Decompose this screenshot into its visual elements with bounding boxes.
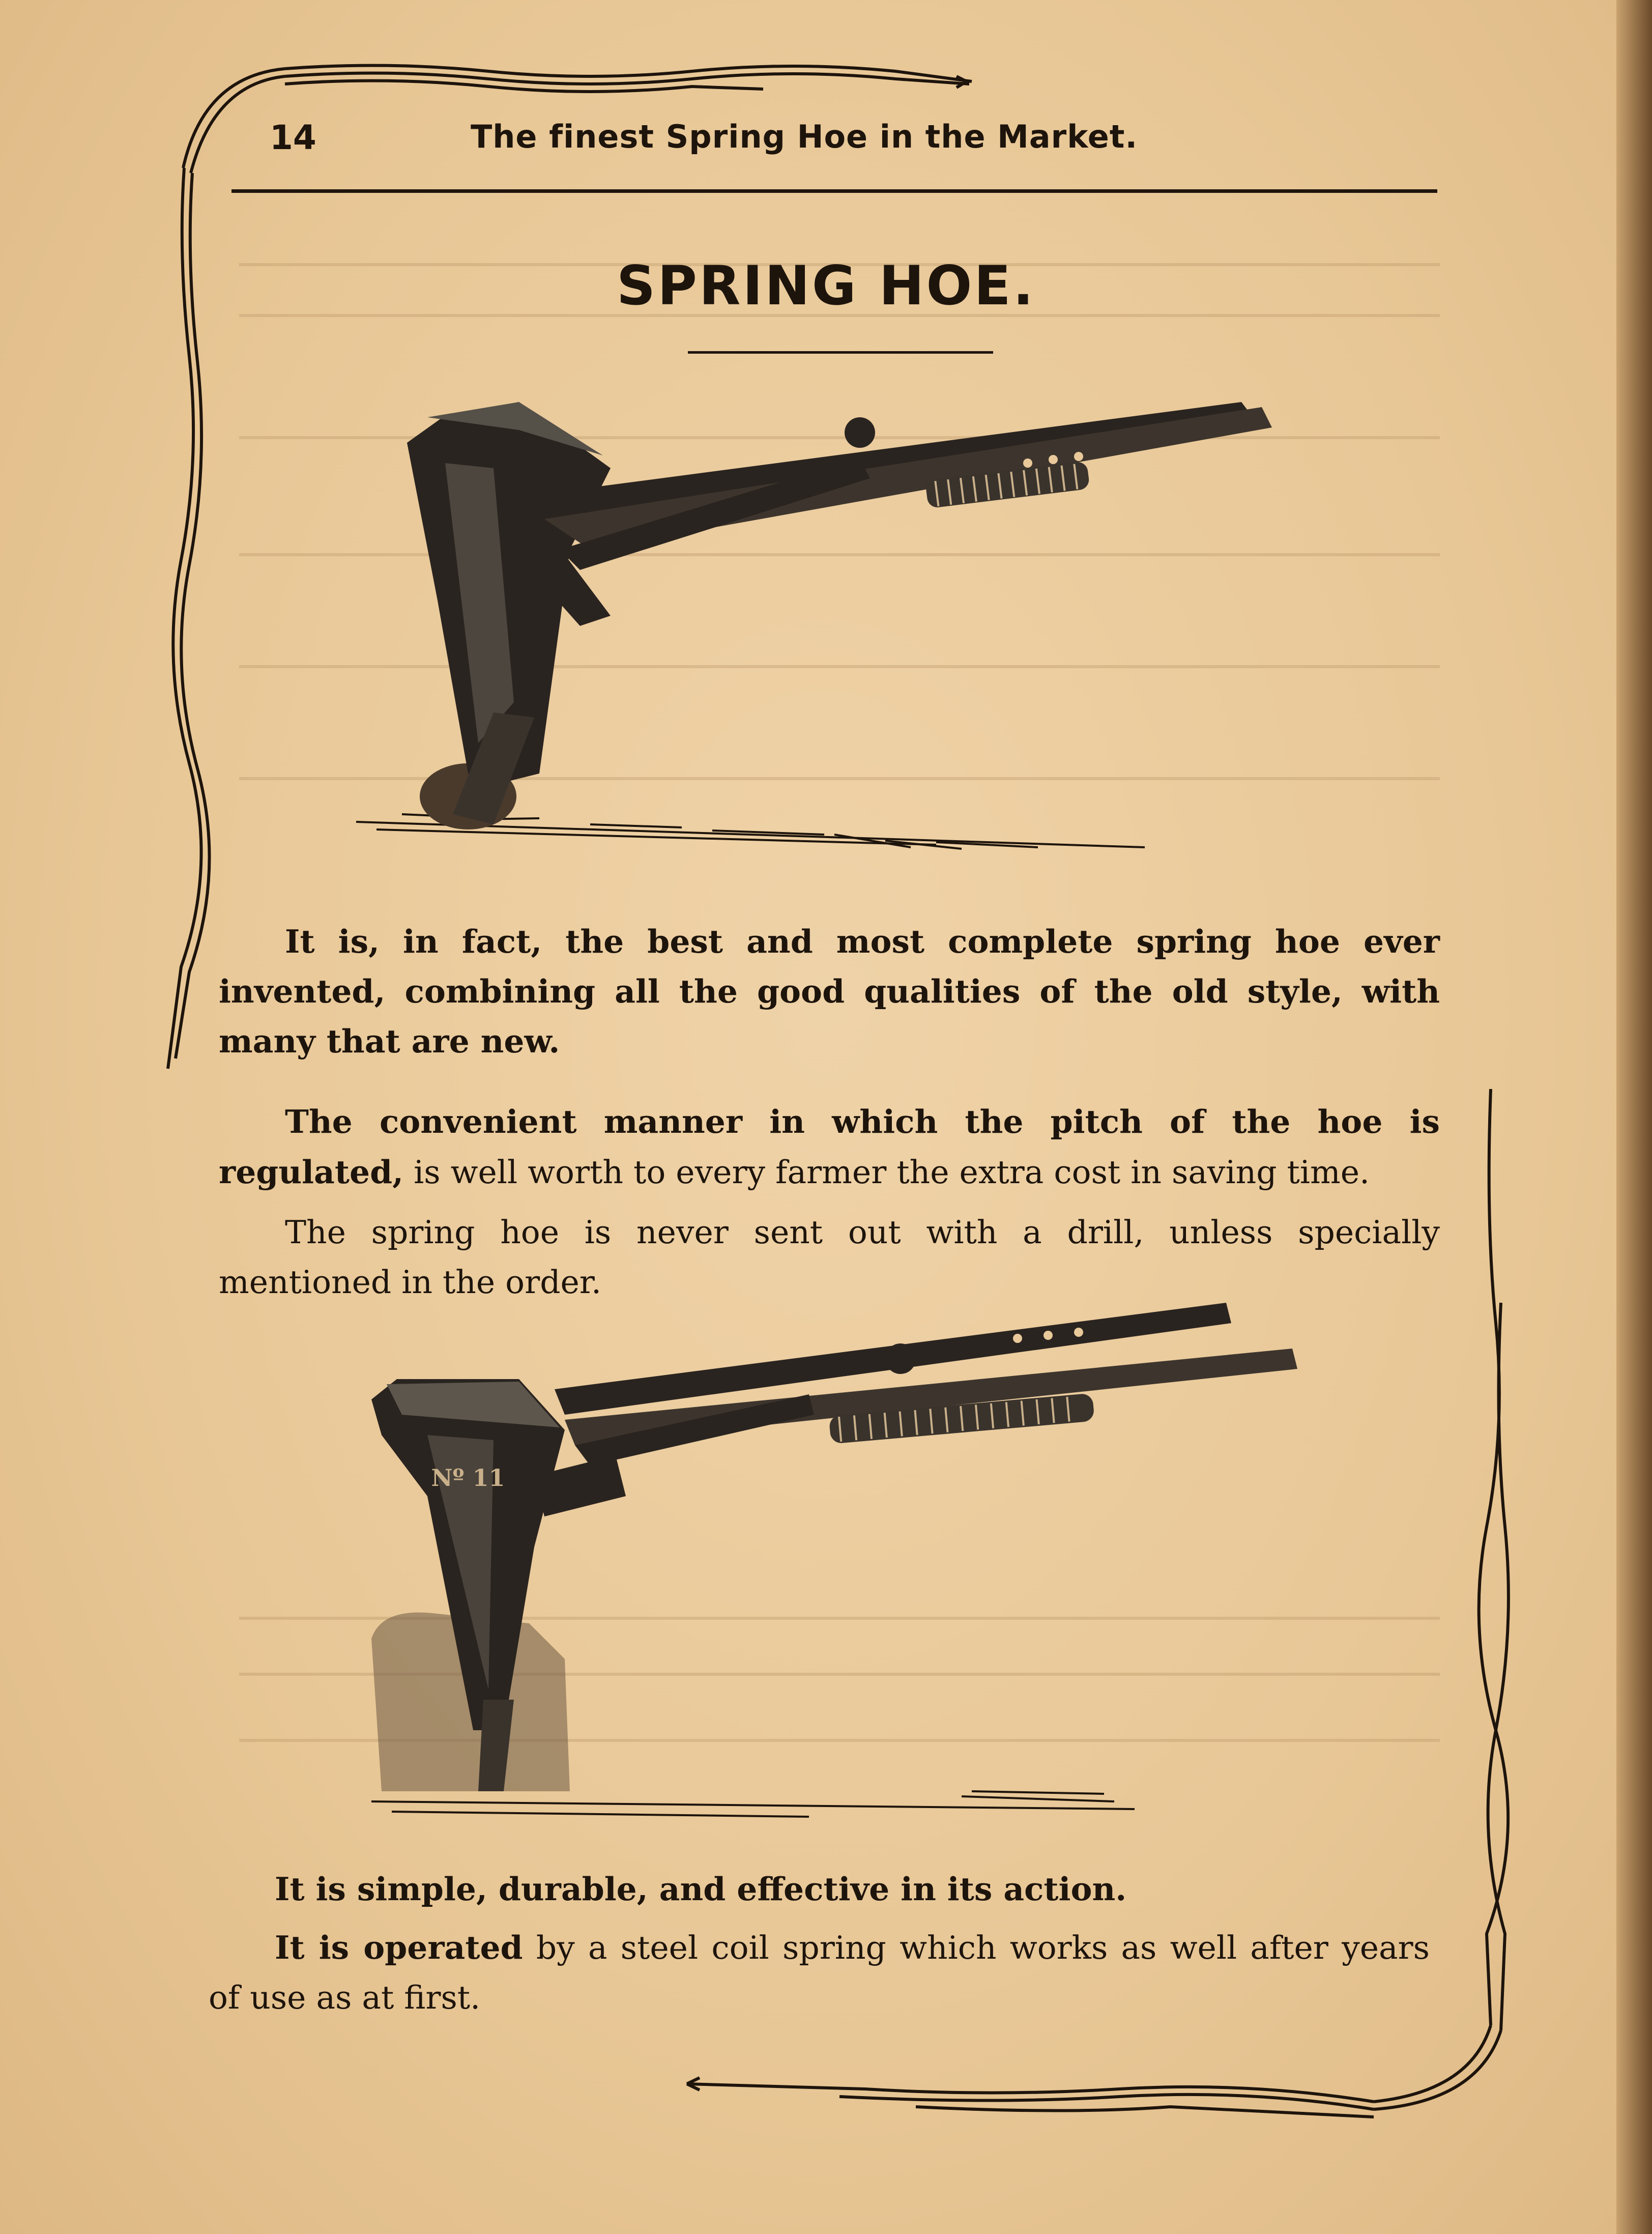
pitch-lead-text: The convenient manner in which the pitch of the hoe is regulated, xyxy=(219,1103,1440,1191)
title-rule xyxy=(688,351,993,354)
paragraph-simple-durable: It is simple, durable, and effective in its action. xyxy=(275,1870,1127,1908)
spring-hoe-illustration-bottom xyxy=(351,1282,1318,1837)
header-rule xyxy=(231,189,1437,193)
model-stamp: Nº 11 xyxy=(431,1464,505,1492)
upper-handle xyxy=(544,402,1257,519)
book-spine-shadow xyxy=(1616,0,1652,2234)
coil-lead-text: It is operated xyxy=(275,1929,523,1966)
page-number: 14 xyxy=(270,118,316,157)
coil-rest-text: by a steel coil spring which works as well after years of use as at first. xyxy=(209,1929,1430,2016)
running-title: The finest Spring Hoe in the Market. xyxy=(471,118,1138,155)
paragraph-best-spring-hoe: It is, in fact, the best and most complete spring hoe ever invented, combining all the good qualities of the old style, with many that are new. xyxy=(219,923,1440,1060)
paragraph-not-sent-with-drill: The spring hoe is never sent out with a drill, unless specially mentioned in the order. xyxy=(219,1214,1440,1301)
running-header xyxy=(270,118,1491,174)
pitch-rest-text: is well worth to every farmer the extra cost in saving time. xyxy=(403,1154,1370,1191)
page-title: SPRING HOE. xyxy=(616,254,1036,317)
paragraph-pitch-regulation xyxy=(219,1097,1440,1197)
spring-hoe-illustration-top xyxy=(326,387,1374,885)
paragraph-steel-coil-spring xyxy=(209,1923,1430,2023)
